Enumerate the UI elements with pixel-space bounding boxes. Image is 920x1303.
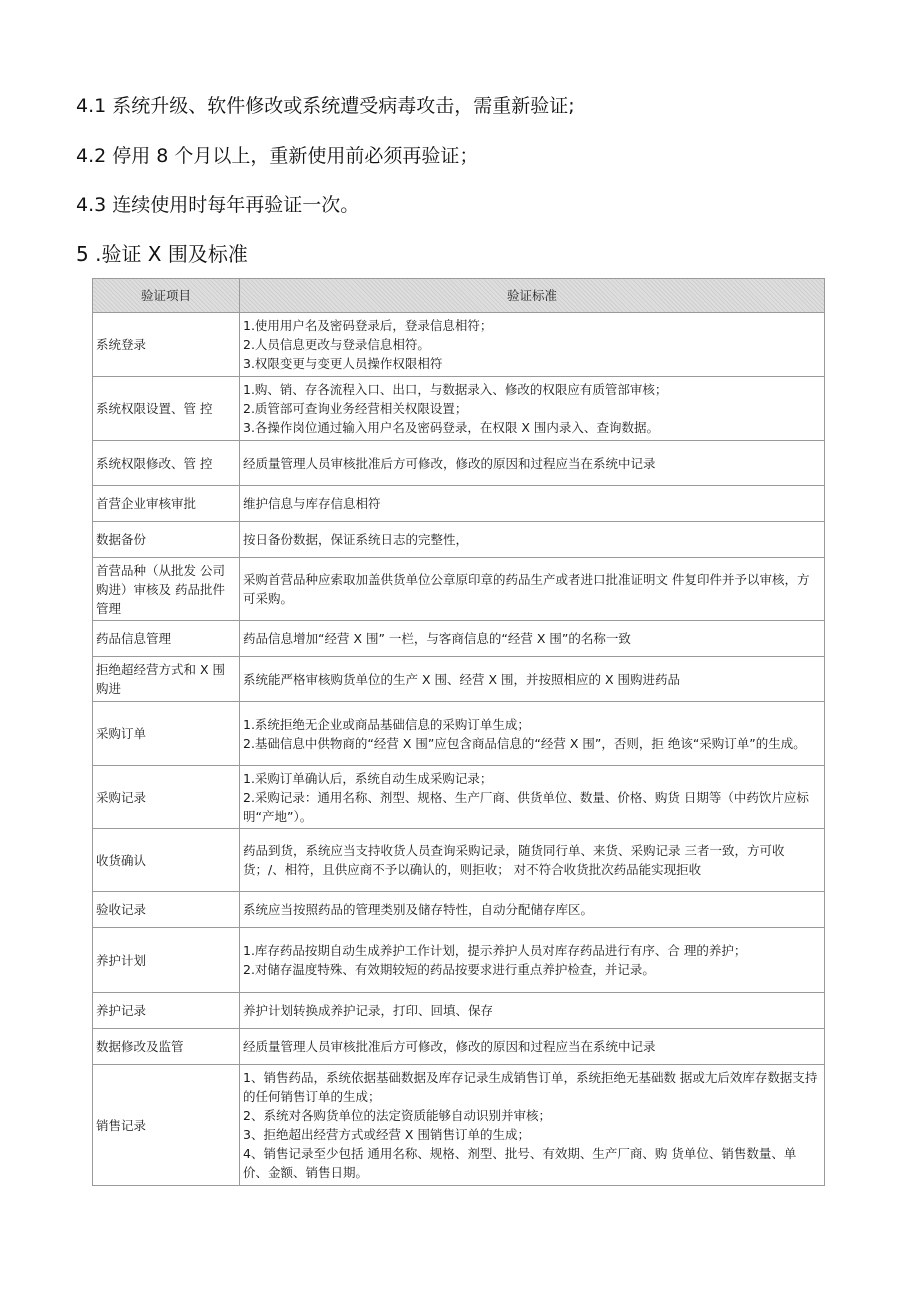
standard-line: 维护信息与库存信息相符: [243, 496, 381, 511]
row-item-cell: 采购记录: [93, 766, 240, 829]
row-standard-cell: [240, 993, 825, 1029]
table-row: [93, 1029, 825, 1065]
row-standard-cell: [240, 1065, 825, 1186]
row-standard-cell: [240, 313, 825, 377]
table-row: [93, 657, 825, 702]
row-standard-cell: [240, 657, 825, 702]
standard-line: 经质量管理人员审核批准后方可修改，修改的原因和过程应当在系统中记录: [243, 455, 656, 471]
standard-line: 2.采购记录：通用名称、剂型、规格、生产厂商、供货单位、数量、价格、购货 日期等（中药饮片应标明“产地”）。: [243, 789, 809, 824]
table-row: [93, 621, 825, 657]
row-item-cell: 验收记录: [93, 892, 240, 928]
table-row: [93, 441, 825, 486]
row-item-cell: 系统权限设置、管 控: [93, 377, 240, 441]
table-row: [93, 829, 825, 892]
standard-line: 2.质管部可查询业务经营相关权限设置；: [243, 401, 468, 416]
standard-line: 2、系统对各购货单位的法定资质能够自动识别并审核；: [243, 1108, 551, 1123]
row-item-cell: 养护计划: [93, 928, 240, 993]
row-item-cell: 首营品种（从批发 公司购进）审核及 药品批件管理: [93, 558, 240, 621]
standard-line: 药品到货，系统应当支持收货人员查询采购记录，随货同行单、来货、采购记录 三者一致，方可收货；/、相符，且供应商不予以确认的，则拒收； 对不符合收货批次药品能实现拒收: [243, 843, 785, 877]
row-standard-cell: [240, 377, 825, 441]
standard-line: 1.购、销、存各流程入口、出口，与数据录入、修改的权限应有质管部审核；: [243, 382, 668, 397]
table-header-row: [93, 279, 825, 313]
row-standard-cell: [240, 1029, 825, 1065]
standard-line: 3、拒绝超出经营方式或经营 X 围销售订单的生成；: [243, 1127, 530, 1142]
header-item: 验证项目: [93, 279, 240, 313]
standard-line: 按日备份数据，保证系统日志的完整性，: [243, 532, 469, 547]
row-item-cell: 收货确认: [93, 829, 240, 892]
row-standard-cell: [240, 486, 825, 522]
row-item-cell: 养护记录: [93, 993, 240, 1029]
row-standard-cell: [240, 766, 825, 829]
standard-line: 药品信息增加“经营 X 围” 一栏，与客商信息的“经营 X 围”的名称一致: [243, 631, 631, 646]
standard-line: 4、销售记录至少包括 通用名称、规格、剂型、批号、有效期、生产厂商、购 货单位、销售数量、单价、金额、销售日期。: [243, 1146, 797, 1180]
section-4-1-text: 4.1 系统升级、软件修改或系统遭受病毒攻击，需重新验证;: [76, 95, 575, 117]
row-standard-cell: [240, 892, 825, 928]
standard-line: 系统应当按照药品的管理类别及储存特性，自动分配储存库区。: [243, 902, 594, 917]
standard-line: 2.基础信息中供物商的“经营 X 围”应包含商品信息的“经营 X 围”，否则，拒 绝该“采购订单”的生成。: [243, 735, 806, 751]
row-item-cell: 数据备份: [93, 522, 240, 558]
standard-line: 2.人员信息更改与登录信息相符。: [243, 337, 430, 352]
row-standard-cell: [240, 441, 825, 486]
row-item-cell: 首营企业审核审批: [93, 486, 240, 522]
row-item-cell: 系统登录: [93, 313, 240, 377]
standard-line: 3.各操作岗位通过输入用户名及密码登录，在权限 X 围内录入、查询数据。: [243, 420, 659, 435]
table-row: [93, 486, 825, 522]
standard-line: 采购首营品种应索取加盖供货单位公章原印章的药品生产或者进口批准证明文 件复印件并予以审核，方可采购。: [243, 572, 810, 606]
table-row: [93, 522, 825, 558]
row-item-cell: 销售记录: [93, 1065, 240, 1186]
table-body: [93, 313, 825, 1186]
standard-line: 养护计划转换成养护记录，打印、回填、保存: [243, 1003, 494, 1018]
standard-line: 1.使用用户名及密码登录后，登录信息相符；: [243, 318, 493, 333]
validation-table: [92, 278, 825, 1186]
header-standard: 验证标准: [240, 279, 825, 313]
table-row: [93, 928, 825, 993]
row-standard-cell: [240, 522, 825, 558]
section-5-heading: 5 .验证 X 围及标准: [76, 242, 248, 266]
standard-line: 2.对储存温度特殊、有效期较短的药品按要求进行重点养护检查，并记录。: [243, 962, 655, 977]
table-row: [93, 892, 825, 928]
row-standard-cell: [240, 558, 825, 621]
table-row: [93, 558, 825, 621]
standard-line: 1、销售药品，系统依据基础数据及库存记录生成销售订单，系统拒绝无基础数 据或尢后效库存数据支持的任何销售订单的生成；: [243, 1070, 818, 1104]
row-standard-cell: [240, 829, 825, 892]
table-row: [93, 993, 825, 1029]
row-standard-cell: [240, 702, 825, 766]
row-item-cell: 拒绝超经营方式和 X 围购进: [93, 657, 240, 702]
row-item-cell: 数据修改及监管: [93, 1029, 240, 1065]
table-row: [93, 1065, 825, 1186]
row-standard-cell: [240, 928, 825, 993]
table-row: [93, 377, 825, 441]
standard-line: 3.权限变更与变更人员操作权限相符: [243, 356, 443, 371]
standard-line: 1.采购订单确认后，系统自动生成采购记录；: [243, 770, 493, 786]
standard-line: 经质量管理人员审核批准后方可修改，修改的原因和过程应当在系统中记录: [243, 1039, 656, 1054]
standard-line: 1.系统拒绝无企业或商品基础信息的采购订单生成；: [243, 716, 530, 732]
row-standard-cell: [240, 621, 825, 657]
row-item-cell: 药品信息管理: [93, 621, 240, 657]
row-item-cell: 采购订单: [93, 702, 240, 766]
section-4-3-text: 4.3 连续使用时每年再验证一次。: [76, 194, 360, 216]
standard-line: 1.库存药品按期自动生成养护工作计划，提示养护人员对库存药品进行有序、合 理的养护；: [243, 943, 747, 958]
table-row: [93, 766, 825, 829]
table-row: [93, 702, 825, 766]
row-item-cell: 系统权限修改、管 控: [93, 441, 240, 486]
section-4-2-text: 4.2 停用 8 个月以上，重新使用前必须再验证；: [76, 145, 479, 167]
table-row: [93, 313, 825, 377]
standard-line: 系统能严格审核购货单位的生产 X 围、经营 X 围，并按照相应的 X 围购进药品: [243, 671, 681, 687]
